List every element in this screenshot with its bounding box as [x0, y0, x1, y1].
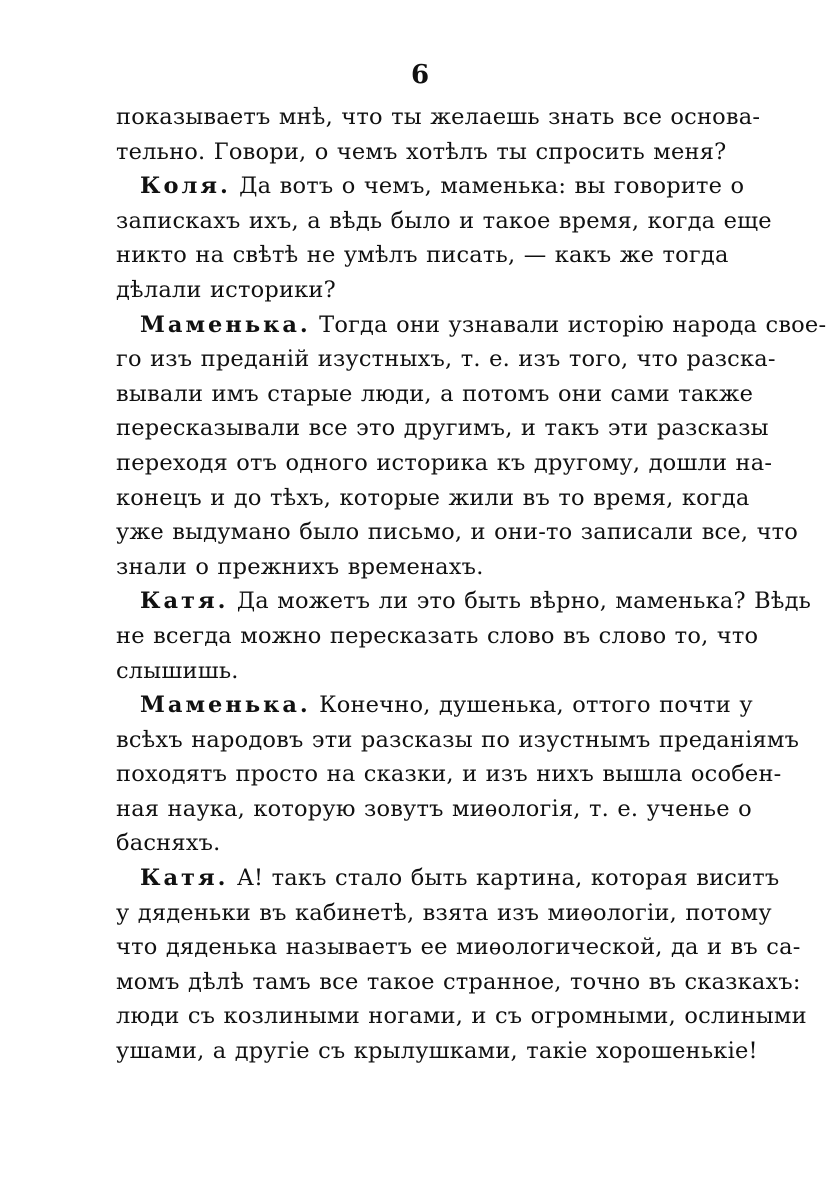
speaker-name: Катя. — [140, 588, 229, 615]
speaker-name: Маменька. — [140, 311, 311, 338]
paragraph — [116, 169, 772, 307]
line-text: Тогда они узнавали исторію народа свое- — [319, 311, 827, 338]
line-text: Конечно, душенька, оттого почти у — [319, 692, 753, 719]
text-line: слышишь. — [116, 657, 239, 684]
text-line: вывали имъ старые люди, а потомъ они сами также — [116, 380, 754, 407]
text-line — [116, 861, 780, 896]
text-line: го изъ преданій изустныхъ, т. е. изъ того, что разска- — [116, 346, 776, 373]
text-line: люди съ козлиными ногами, и съ огромными, ослиными — [116, 1003, 807, 1030]
text-line: запискахъ ихъ, а вѣдь было и такое время, когда еще — [116, 207, 772, 234]
paragraph — [116, 688, 800, 861]
paragraph — [116, 308, 827, 585]
speaker-name: Катя. — [140, 865, 229, 892]
text-line: походятъ просто на сказки, и изъ нихъ вышла особен- — [116, 761, 782, 788]
speaker-name: Коля. — [140, 173, 231, 200]
text-line: тельно. Говори, о чемъ хотѣлъ ты спросить меня? — [116, 138, 727, 165]
page-text — [116, 100, 827, 1069]
text-line: никто на свѣтѣ не умѣлъ писать, — какъ же тогда — [116, 242, 729, 269]
text-line: конецъ и до тѣхъ, которые жили въ то время, когда — [116, 484, 750, 511]
line-text: Да можетъ ли это быть вѣрно, маменька? Вѣдь — [236, 588, 812, 615]
line-text: А! такъ стало быть картина, которая виситъ — [236, 865, 780, 892]
text-line: басняхъ. — [116, 830, 221, 857]
text-line: показываетъ мнѣ, что ты желаешь знать все основа- — [116, 104, 761, 130]
text-line: ушами, а другіе съ крылушками, такіе хорошенькіе! — [116, 1038, 758, 1065]
paragraph — [116, 861, 807, 1069]
text-line — [116, 688, 753, 723]
text-line: ная наука, которую зовутъ миѳологія, т. е. ученье о — [116, 795, 752, 822]
text-line — [116, 308, 827, 343]
text-line: что дяденька называетъ ее миѳологической, да и въ са- — [116, 934, 801, 961]
paragraph — [116, 100, 761, 169]
line-text: Да вотъ о чемъ, маменька: вы говорите о — [239, 173, 745, 200]
paragraph — [116, 584, 812, 688]
text-line: всѣхъ народовъ эти разсказы по изустнымъ преданіямъ — [116, 726, 800, 753]
text-line: уже выдумано было письмо, и они-то записали все, что — [116, 519, 799, 546]
page-number: 6 — [410, 60, 430, 90]
text-line: у дяденьки въ кабинетѣ, взята изъ миѳологіи, потому — [116, 899, 772, 926]
text-line: дѣлали историки? — [116, 276, 336, 303]
text-line — [116, 584, 812, 619]
text-line: пересказывали все это другимъ, и такъ эти разсказы — [116, 415, 769, 442]
text-line: не всегда можно пересказать слово въ слово то, что — [116, 622, 759, 649]
text-line: момъ дѣлѣ тамъ все такое странное, точно въ сказкахъ: — [116, 968, 801, 995]
speaker-name: Маменька. — [140, 692, 311, 719]
text-line: знали о прежнихъ временахъ. — [116, 553, 484, 580]
text-line: переходя отъ одного историка къ другому, дошли на- — [116, 449, 773, 476]
text-line — [116, 169, 745, 204]
